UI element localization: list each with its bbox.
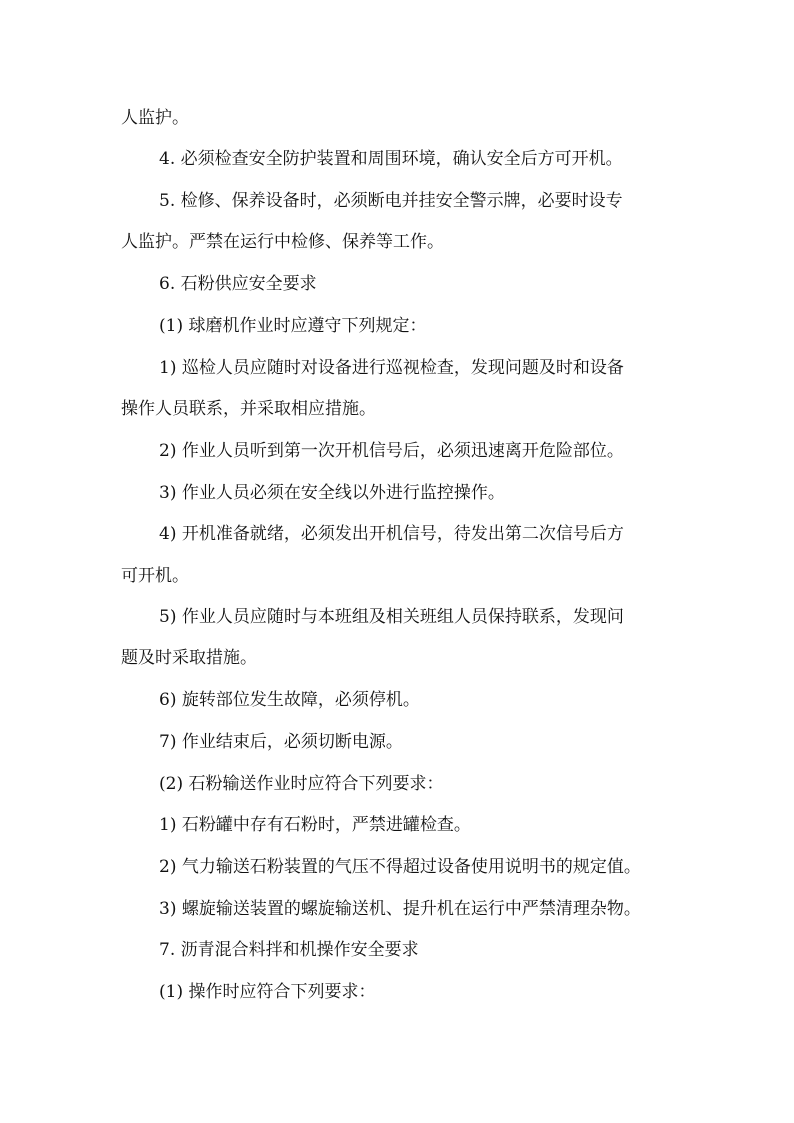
paragraph-line: 题及时采取措施。 <box>121 648 257 668</box>
paragraph-line: 2) 气力输送石粉装置的气压不得超过设备使用说明书的规定值。 <box>159 857 641 877</box>
paragraph-line: 人监护。严禁在运行中检修、保养等工作。 <box>121 232 444 252</box>
paragraph-line: 操作人员联系，并采取相应措施。 <box>121 399 376 419</box>
paragraph-line: 7) 作业结束后，必须切断电源。 <box>159 732 403 752</box>
paragraph-line: 1) 石粉罐中存有石粉时，严禁进罐检查。 <box>159 815 471 835</box>
paragraph-line: 5. 检修、保养设备时，必须断电并挂安全警示牌，必要时设专 <box>159 191 623 211</box>
section-heading: 6. 石粉供应安全要求 <box>159 274 317 294</box>
subsection-heading: (1) 操作时应符合下列要求： <box>159 982 376 1002</box>
paragraph-line: 5) 作业人员应随时与本班组及相关班组人员保持联系，发现问 <box>159 607 624 627</box>
subsection-heading: (2) 石粉输送作业时应符合下列要求： <box>159 774 444 794</box>
paragraph-line: 可开机。 <box>121 566 189 586</box>
paragraph-line: 人监护。 <box>121 108 189 128</box>
paragraph-line: 4) 开机准备就绪，必须发出开机信号，待发出第二次信号后方 <box>159 524 624 544</box>
paragraph-line: 3) 螺旋输送装置的螺旋输送机、提升机在运行中严禁清理杂物。 <box>159 899 641 919</box>
section-heading: 7. 沥青混合料拌和机操作安全要求 <box>159 940 419 960</box>
paragraph-line: 4. 必须检查安全防护装置和周围环境，确认安全后方可开机。 <box>159 149 623 169</box>
paragraph-line: 3) 作业人员必须在安全线以外进行监控操作。 <box>159 483 505 503</box>
paragraph-line: 2) 作业人员听到第一次开机信号后，必须迅速离开危险部位。 <box>159 441 624 461</box>
paragraph-line: 1) 巡检人员应随时对设备进行巡视检查，发现问题及时和设备 <box>159 358 624 378</box>
subsection-heading: (1) 球磨机作业时应遵守下列规定： <box>159 316 427 336</box>
paragraph-line: 6) 旋转部位发生故障，必须停机。 <box>159 690 420 710</box>
